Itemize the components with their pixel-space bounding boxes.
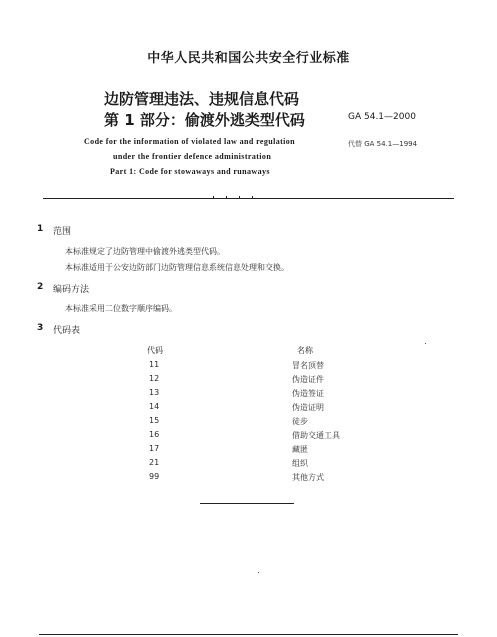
- name-column-header: 名称: [297, 346, 313, 355]
- standard-organization: 中华人民共和国公共安全行业标准: [147, 51, 350, 66]
- chinese-title-line-1: 边防管理违法、违规信息代码: [104, 90, 300, 108]
- name-cell: 借助交通工具: [292, 431, 340, 440]
- section-2-title: 编码方法: [53, 285, 90, 295]
- standard-number: GA 54.1—2000: [348, 112, 416, 122]
- divider-mark: [213, 196, 214, 199]
- section-3-title: 代码表: [53, 326, 81, 336]
- code-cell: 16: [149, 430, 160, 439]
- name-cell: 伪造签证: [292, 389, 324, 398]
- name-cell: 其他方式: [292, 473, 324, 482]
- name-cell: 冒名顶替: [292, 361, 324, 370]
- section-1-title: 范围: [53, 227, 72, 237]
- code-cell: 17: [149, 444, 160, 453]
- scan-speck: [258, 572, 259, 573]
- code-cell: 14: [149, 402, 160, 411]
- english-title-line-2: under the frontier defence administration: [113, 152, 272, 161]
- name-cell: 伪造证明: [292, 403, 324, 412]
- english-title-line-1: Code for the information of violated law and regulation: [84, 137, 296, 146]
- code-cell: 99: [149, 472, 160, 481]
- section-1-number: 1: [37, 224, 44, 234]
- section-1-paragraph-2: 本标准适用于公安边防部门边防管理信息系统信息处理和交换。: [65, 263, 289, 272]
- code-cell: 21: [149, 458, 160, 467]
- divider-mark: [252, 196, 253, 199]
- replaces-standard: 代替 GA 54.1—1994: [348, 140, 418, 148]
- header-divider: [43, 198, 454, 199]
- end-of-text-rule: [200, 503, 294, 504]
- code-cell: 11: [149, 360, 160, 369]
- section-2-paragraph-1: 本标准采用二位数字顺序编码。: [65, 304, 177, 313]
- section-1-paragraph-1: 本标准规定了边防管理中偷渡外逃类型代码。: [65, 247, 225, 256]
- code-cell: 15: [149, 416, 160, 425]
- code-column-header: 代码: [147, 346, 163, 355]
- section-3-number: 3: [37, 323, 44, 333]
- name-cell: 徒步: [292, 417, 308, 426]
- english-title-line-3: Part 1: Code for stowaways and runaways: [110, 167, 270, 176]
- code-cell: 13: [149, 388, 160, 397]
- footer-rule: [39, 634, 458, 635]
- chinese-title-line-2: 第 1 部分：偷渡外逃类型代码: [104, 111, 305, 129]
- name-cell: 伪造证件: [292, 375, 324, 384]
- code-cell: 12: [149, 374, 160, 383]
- name-cell: 组织: [292, 459, 308, 468]
- divider-mark: [239, 196, 240, 199]
- name-cell: 藏匿: [292, 445, 308, 454]
- section-2-number: 2: [37, 282, 44, 292]
- divider-mark: [226, 196, 227, 199]
- scan-speck: [425, 343, 426, 344]
